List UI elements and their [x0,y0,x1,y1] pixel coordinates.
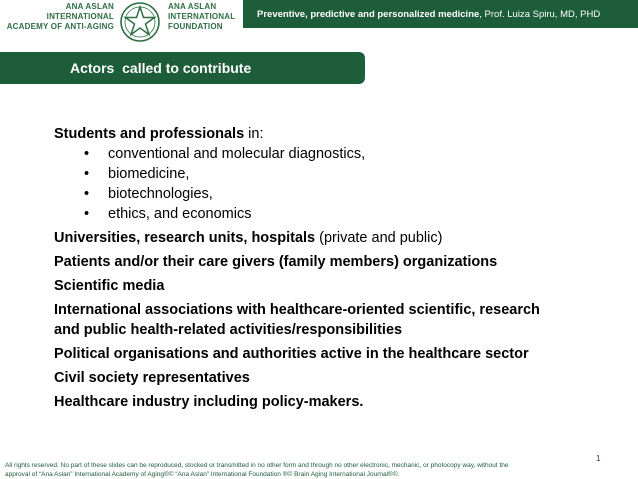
bullet-text: biomedicine, [108,166,190,182]
actor-line [54,276,614,296]
bullet-item [54,164,614,184]
universities-rest: (private and public) [315,230,443,246]
academy-logo-line: ACADEMY OF ANTI-AGING [6,22,114,31]
academy-logo-line: INTERNATIONAL [46,12,114,21]
bullet-text: biotechnologies, [108,186,213,202]
bullet-item [54,184,614,204]
bullet-item [54,144,614,164]
header-bar [243,0,638,28]
bullet-text: ethics, and economics [108,206,252,222]
bullet-icon: • [84,206,90,222]
bullet-icon: • [84,166,90,182]
bullet-icon: • [84,186,90,202]
students-rest: in: [244,126,264,142]
actor-text: International associations with healthcare-oriented scientific, research [54,302,540,318]
students-heading [54,124,614,144]
bullet-text: conventional and molecular diagnostics, [108,146,366,162]
page-number: 1 [596,454,601,463]
universities-bold: Universities, research units, hospitals [54,230,316,246]
foundation-logo-line: INTERNATIONAL [168,12,236,21]
actor-text: Healthcare industry including policy-makers. [54,394,364,410]
actor-line [54,252,614,272]
actor-line [54,368,614,388]
slide-title: Actors called to contribute [70,60,252,76]
academy-logo-line: ANA ASLAN [65,2,114,11]
footer-line: All rights reserved. No part of these slides can be reproduced, stocked or transmitted in no other form and through no other electronic, mechanic, or photocopy way, without the [5,462,509,469]
header-author: , Prof. Luiza Spiru, MD, PHD [479,8,601,20]
universities-line [54,228,614,248]
students-bold: Students and professionals [54,126,245,142]
slide-content [54,124,614,412]
academy-logo-text [4,2,114,32]
actor-text: Patients and/or their care givers (family members) organizations [54,254,498,270]
star-emblem-icon [118,0,162,44]
footer-line: approval of “Ana Aslan” International Academy of Aging®© “Ana Aslan” International Foundation ®© Brain Aging International Journal®©. [5,471,400,478]
slide-title-bar [0,52,365,84]
bullet-icon: • [84,146,90,162]
copyright-footer [5,461,635,479]
actor-text: Civil society representatives [54,370,250,386]
actor-text: Scientific media [54,278,165,294]
actor-text: Political organisations and authorities active in the healthcare sector [54,346,529,362]
header-title: Preventive, predictive and personalized medicine [257,8,480,20]
actor-text: and public health-related activities/responsibilities [54,322,403,338]
actor-line [54,344,614,364]
actor-line [54,392,614,412]
bullet-item [54,204,614,224]
international-line [54,300,614,340]
foundation-logo-line: ANA ASLAN [168,2,217,11]
foundation-logo-line: FOUNDATION [168,22,223,31]
